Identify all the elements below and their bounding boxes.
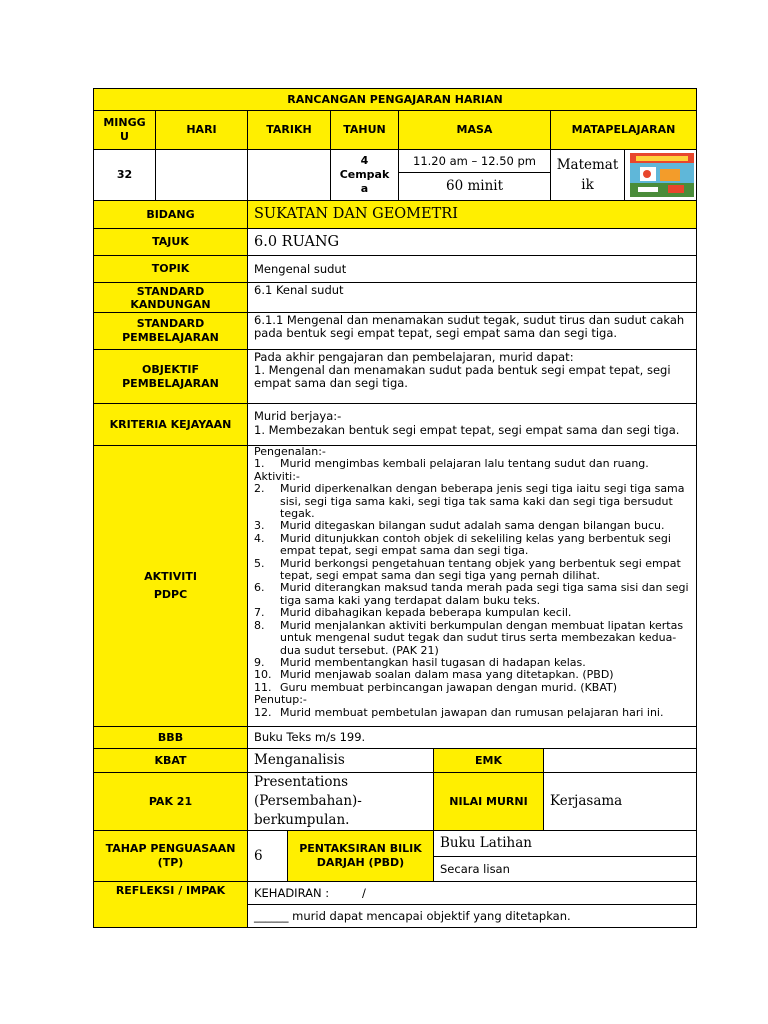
topik-label: TOPIK <box>93 255 248 283</box>
activity-item <box>254 682 690 694</box>
activity-item-number: 4. <box>254 531 265 545</box>
refleksi-objektif: ______ murid dapat mencapai objektif yang ditetapkan. <box>247 904 697 928</box>
activity-item-text: Murid diterangkan maksud tanda merah pada segi tiga sama sisi dan segi tiga sama kaki yang terdapat dalam buku teks. <box>280 581 689 607</box>
pengenalan-list <box>254 458 690 470</box>
bidang-label: BIDANG <box>93 200 248 229</box>
activity-item <box>254 533 690 558</box>
objektif-label: OBJEKTIF PEMBELAJARAN <box>93 349 248 404</box>
header-matapelajaran: MATAPELAJARAN <box>550 110 697 150</box>
tajuk-value: 6.0 RUANG <box>247 228 697 256</box>
aktiviti-label <box>93 445 248 727</box>
activity-item-number: 11. <box>254 680 272 694</box>
matapelajaran-value: Matemat ik <box>550 149 625 201</box>
plan-title <box>93 88 697 111</box>
activity-item-text: Murid membentangkan hasil tugasan di hadapan kelas. <box>280 655 586 669</box>
refleksi-kehadiran: KEHADIRAN : / <box>247 881 697 905</box>
pengenalan-heading: Pengenalan:- <box>254 445 326 458</box>
objektif-value: Pada akhir pengajaran dan pembelajaran, murid dapat: 1. Mengenal dan menamakan sudut pada bentuk segi empat tepat, segi empat sama dan segi tiga. <box>247 349 697 404</box>
header-tarikh: TARIKH <box>247 110 331 150</box>
activity-item-number: 6. <box>254 581 265 595</box>
emk-label: EMK <box>433 748 544 773</box>
penutup-heading: Penutup:- <box>254 693 307 707</box>
masa-time: 11.20 am – 12.50 pm <box>398 149 551 173</box>
refleksi-label: REFLEKSI / IMPAK <box>93 881 248 928</box>
activity-item-text: Murid diperkenalkan dengan beberapa jenis segi tiga iaitu segi tiga sama sisi, segi tiga sama kaki, segi tiga tak sama kaki dan segi tiga bersudut tegak. <box>280 482 685 521</box>
masa-duration: 60 minit <box>398 172 551 201</box>
activity-item-text: Murid ditegaskan bilangan sudut adalah sama dengan bilangan bucu. <box>280 519 665 533</box>
activity-item-number: 12. <box>254 705 272 719</box>
activity-item <box>254 620 690 657</box>
activity-item-number: 2. <box>254 482 265 496</box>
aktiviti-content <box>247 445 697 727</box>
activity-item-number: 3. <box>254 519 265 533</box>
pbd-label: PENTAKSIRAN BILIK DARJAH (PBD) <box>287 830 434 882</box>
kbat-label: KBAT <box>93 748 248 773</box>
standard-pembelajaran-label: STANDARD PEMBELAJARAN <box>93 312 248 350</box>
textbook-cover-icon <box>630 153 694 197</box>
tarikh-value <box>247 149 331 201</box>
pbd-value-2: Secara lisan <box>433 856 697 882</box>
activity-item-text: Guru membuat perbincangan jawapan dengan murid. (KBAT) <box>280 680 618 694</box>
aktiviti-heading: Aktiviti:- <box>254 469 300 483</box>
activity-item-text: Murid dibahagikan kepada beberapa kumpulan kecil. <box>280 606 572 620</box>
activity-item-text: Murid ditunjukkan contoh objek di sekeliling kelas yang berbentuk segi empat tepat, segi empat sama dan segi tiga. <box>280 531 671 558</box>
pak21-label: PAK 21 <box>93 772 248 831</box>
activity-item-number: 9. <box>254 655 265 669</box>
plan-title-text: RANCANGAN PENGAJARAN HARIAN <box>287 92 503 106</box>
bbb-value: Buku Teks m/s 199. <box>247 726 697 749</box>
tahap-penguasaan-value: 6 <box>247 830 288 882</box>
bbb-label: BBB <box>93 726 248 749</box>
activity-item-text: Murid mengimbas kembali pelajaran lalu tentang sudut dan ruang. <box>280 457 649 471</box>
activity-item-text: Murid berkongsi pengetahuan tentang objek yang berbentuk segi empat tepat, segi empat sama dan segi tiga yang pernah dilihat. <box>280 556 681 583</box>
activity-item-number: 10. <box>254 668 272 682</box>
aktiviti-list <box>254 483 690 694</box>
activity-item <box>254 483 690 520</box>
pak21-value: Presentations (Persembahan)- berkumpulan. <box>247 772 434 831</box>
activity-item-text: Murid menjalankan aktiviti berkumpulan dengan membuat lipatan kertas untuk mengenal sudut tegak dan sudut tirus serta membezakan kedua-dua sudut tersebut. (PAK 21) <box>280 618 684 657</box>
penutup-list <box>254 707 690 719</box>
activity-item-number: 5. <box>254 556 265 570</box>
bidang-value: SUKATAN DAN GEOMETRI <box>247 200 697 229</box>
topik-value: Mengenal sudut <box>247 255 697 283</box>
aktiviti-label-1: AKTIVITI <box>144 570 197 583</box>
emk-value <box>543 748 697 773</box>
activity-item <box>254 458 690 470</box>
activity-item <box>254 707 690 719</box>
tajuk-label: TAJUK <box>93 228 248 256</box>
standard-pembelajaran-value: 6.1.1 Mengenal dan menamakan sudut tegak, sudut tirus dan sudut cakah pada bentuk segi empat tepat, segi empat sama dan segi tiga. <box>247 312 697 350</box>
pbd-value-1: Buku Latihan <box>433 830 697 857</box>
standard-kandungan-label: STANDARD KANDUNGAN <box>93 282 248 313</box>
activity-item-text: Murid menjawab soalan dalam masa yang ditetapkan. (PBD) <box>280 668 614 682</box>
hari-value <box>155 149 248 201</box>
minggu-value: 32 <box>93 149 156 201</box>
nilai-murni-value: Kerjasama <box>543 772 697 831</box>
header-masa: MASA <box>398 110 551 150</box>
activity-item <box>254 558 690 583</box>
activity-item-number: 1. <box>254 457 265 471</box>
header-hari: HARI <box>155 110 248 150</box>
kriteria-value: Murid berjaya:- 1. Membezakan bentuk segi empat tepat, segi empat sama dan segi tiga. <box>247 403 697 446</box>
nilai-murni-label: NILAI MURNI <box>433 772 544 831</box>
tahap-penguasaan-label: TAHAP PENGUASAAN (TP) <box>93 830 248 882</box>
activity-item-number: 8. <box>254 618 265 632</box>
tahun-value: 4 Cempak a <box>330 149 399 201</box>
kriteria-label: KRITERIA KEJAYAAN <box>93 403 248 446</box>
header-minggu: MINGG U <box>93 110 156 150</box>
header-tahun: TAHUN <box>330 110 399 150</box>
aktiviti-label-2: PDPC <box>153 588 188 601</box>
activity-item-text: Murid membuat pembetulan jawapan dan rumusan pelajaran hari ini. <box>280 705 664 719</box>
activity-item-number: 7. <box>254 606 265 620</box>
kbat-value: Menganalisis <box>247 748 434 773</box>
standard-kandungan-value: 6.1 Kenal sudut <box>247 282 697 313</box>
activity-item <box>254 582 690 607</box>
